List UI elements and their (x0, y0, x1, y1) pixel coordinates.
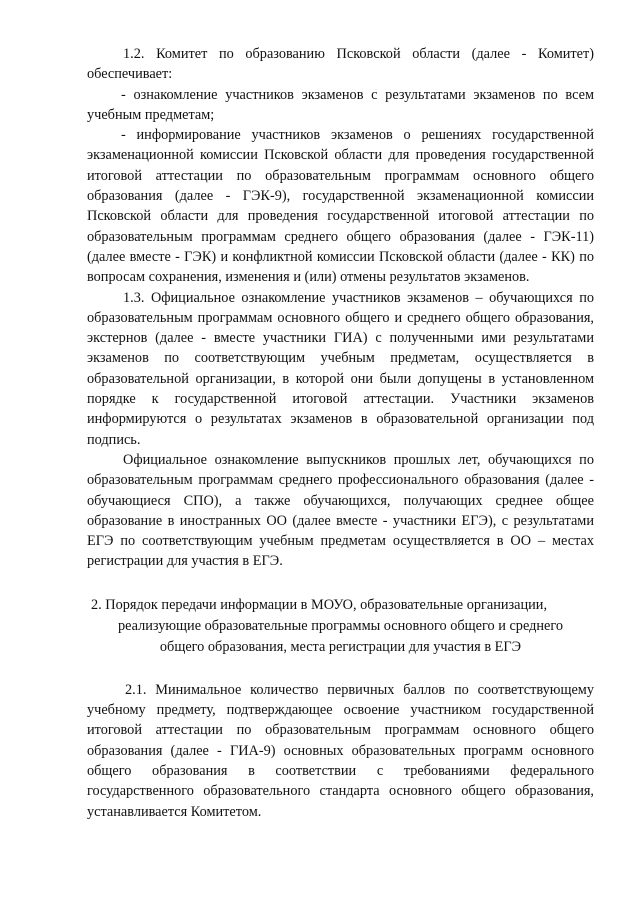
paragraph-2-1: 2.1. Минимальное количество первичных баллов по соответствующему учебному предмету, подтверждающее освоение участником государственной итоговой аттестации по образовательным программам основного общего образования (далее - ГИА-9) основных образовательных программ основного общего образования в соответствии с требованиями федерального государственного образовательного стандарта основного общего образования, устанавливается Комитетом. (87, 681, 594, 820)
list-item-informing: - информирование участников экзаменов о решениях государственной экзаменационной комиссии Псковской области для проведения государственной итоговой аттестации по образовательным программам основного общего образования (далее - ГЭК-9), государственной экзаменационной комиссии Псковской области для проведения государственной итоговой аттестации по образовательным программам среднего общего образования (далее - ГЭК-11) (далее вместе - ГЭК) и конфликтной комиссии Псковской области (далее - КК) по вопросам сохранения, изменения и (или) отмены результатов экзаменов. (87, 127, 594, 286)
section-2-heading (87, 595, 594, 658)
paragraph-graduates: Официальное ознакомление выпускников прошлых лет, обучающихся по образовательным программам среднего профессионального образования (далее - обучающиеся СПО), а также обучающихся, получающих среднее общее образование в иностранных ОО (далее вместе - участники ЕГЭ), с результатами ЕГЭ по соответствующим учебным предметам осуществляется в ОО – местах регистрации для участия в ЕГЭ. (87, 451, 594, 570)
section-2-heading-line-1: 2. Порядок передачи информации в МОУО, образовательные организации, (91, 596, 548, 613)
paragraph-1-3: 1.3. Официальное ознакомление участников экзаменов – обучающихся по образовательным программам основного общего и среднего общего образования, экстернов (далее - вместе участники ГИА) с полученными ими результатами экзаменов по соответствующим учебным предметам, осуществляется в образовательной организации, в которой они были допущены в установленном порядке к государственной итоговой аттестации. Участники экзаменов информируются о результатах экзаменов в образовательной организации под подпись. (87, 289, 594, 448)
section-2-heading-line-3: общего образования, места регистрации для участия в ЕГЭ (159, 638, 522, 655)
list-item-familiarization: - ознакомление участников экзаменов с результатами экзаменов по всем учебным предметам; (87, 86, 594, 123)
document-page (87, 44, 594, 822)
section-2-heading-line-2: реализующие образовательные программы основного общего и среднего (117, 617, 564, 634)
paragraph-1-2: 1.2. Комитет по образованию Псковской области (далее - Комитет) обеспечивает: (87, 46, 594, 83)
